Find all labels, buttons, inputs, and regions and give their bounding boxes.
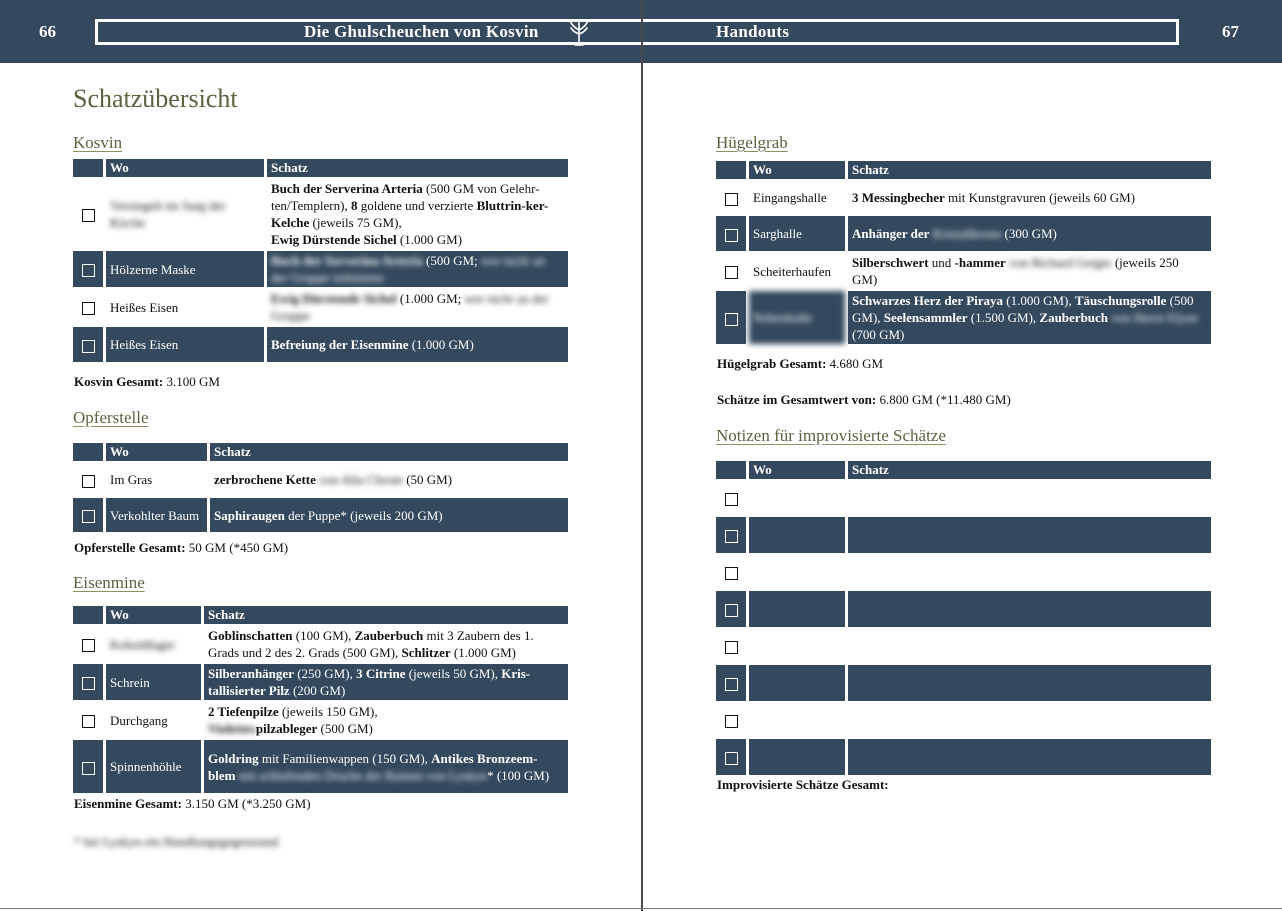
page-spine <box>641 0 643 911</box>
where-cell: Im Gras <box>110 472 153 487</box>
table-row <box>716 629 1211 663</box>
col-treasure: Schatz <box>210 443 568 461</box>
checkbox-cell <box>73 179 103 249</box>
treasure-cell: 3 Messingbecher mit Kunstgravuren (jeweils 60 GM) <box>852 190 1136 205</box>
where-cell: Eingangshalle <box>753 190 827 205</box>
table-row <box>73 179 568 249</box>
treasure-cell[interactable] <box>848 555 1211 589</box>
checkbox[interactable] <box>82 715 95 728</box>
treasure-cell[interactable] <box>848 629 1211 663</box>
table-row <box>73 626 568 662</box>
checkbox-cell <box>73 463 103 496</box>
treasure-cell: Ewig Dürstende Sichel (1.000 GM; wer nicht an der Gruppe <box>271 291 549 323</box>
table-row <box>716 665 1211 701</box>
table-row <box>716 739 1211 775</box>
checkbox[interactable] <box>725 530 738 543</box>
table-huegelgrab <box>713 159 1214 346</box>
treasure-cell[interactable] <box>848 517 1211 553</box>
footnote: * bei Lyskyn ein Handlungsgegenstand <box>74 834 279 849</box>
table-row <box>73 664 568 700</box>
checkbox[interactable] <box>82 762 95 775</box>
table-eisenmine <box>70 604 571 795</box>
treasure-cell: Goldring mit Familienwappen (150 GM), Antikes Bronzeem-blem mit schlafenden Drache der Ruinen von Lyskyn* (100 GM) <box>204 740 568 793</box>
table-notes <box>713 459 1214 777</box>
where-cell[interactable] <box>749 703 845 737</box>
left-page-number: 66 <box>39 22 56 41</box>
treasure-cell: Buch der Serverina Arteria (500 GM; wer nicht an der Gruppe teilnimmt <box>267 251 568 287</box>
col-treasure: Schatz <box>848 461 1211 479</box>
checkbox[interactable] <box>82 302 95 315</box>
checkbox[interactable] <box>82 340 95 353</box>
checkbox-cell <box>716 181 746 214</box>
where-cell: Scheiterhaufen <box>753 263 831 279</box>
title-frame <box>95 19 1179 45</box>
checkbox-cell <box>716 216 746 251</box>
checkbox[interactable] <box>725 193 738 206</box>
table-opferstelle <box>70 441 571 534</box>
checkbox-cell <box>73 664 103 700</box>
treasure-cell[interactable] <box>848 739 1211 775</box>
checkbox[interactable] <box>725 313 738 326</box>
checkbox-cell <box>716 555 746 589</box>
col-checkbox <box>73 606 103 624</box>
treasure-cell: Silberschwert und -hammer von Richard Geiger (jeweils 250 GM) <box>852 255 1179 287</box>
table-row <box>73 463 568 496</box>
checkbox[interactable] <box>725 266 738 279</box>
table-row <box>73 702 568 738</box>
where-cell: Durchgang <box>110 712 168 728</box>
where-cell: Verkohlter Baum <box>106 498 207 532</box>
grand-total: Schätze im Gesamtwert von: 6.800 GM (*11.480 GM) <box>717 392 1011 407</box>
table-row <box>73 289 568 325</box>
table-row <box>716 481 1211 515</box>
total-huegelgrab: Hügelgrab Gesamt: 4.680 GM <box>717 356 884 371</box>
checkbox[interactable] <box>725 715 738 728</box>
page-bottom-edge <box>0 908 1282 909</box>
checkbox[interactable] <box>725 678 738 691</box>
col-where: Wo <box>106 159 264 177</box>
where-cell[interactable] <box>749 555 845 589</box>
checkbox[interactable] <box>82 475 95 488</box>
table-row <box>716 253 1211 289</box>
tree-emblem-icon <box>566 18 592 46</box>
checkbox-cell <box>716 739 746 775</box>
col-checkbox <box>73 159 103 177</box>
right-page-number: 67 <box>1222 22 1239 41</box>
treasure-cell: zerbrochene Kette von Alia Chrom (50 GM) <box>214 472 453 487</box>
total-eisenmine: Eisenmine Gesamt: 3.150 GM (*3.250 GM) <box>74 796 311 811</box>
where-cell: Versiegelt im Sarg der Kirche <box>110 198 226 230</box>
where-cell[interactable] <box>749 517 845 553</box>
table-row <box>716 291 1211 344</box>
heading-opferstelle: Opferstelle <box>73 408 149 427</box>
col-checkbox <box>716 461 746 479</box>
col-treasure: Schatz <box>267 159 568 177</box>
heading-kosvin: Kosvin <box>73 133 123 152</box>
table-row <box>73 498 568 532</box>
total-notes: Improvisierte Schätze Gesamt: <box>717 777 889 792</box>
checkbox-cell <box>73 740 103 793</box>
checkbox[interactable] <box>725 229 738 242</box>
table-row <box>716 703 1211 737</box>
table-row <box>73 251 568 287</box>
checkbox-cell <box>73 626 103 662</box>
where-cell: Heißes Eisen <box>110 299 179 315</box>
table-row <box>716 591 1211 627</box>
checkbox[interactable] <box>725 752 738 765</box>
total-kosvin: Kosvin Gesamt: 3.100 GM <box>74 374 220 389</box>
treasure-cell[interactable] <box>848 481 1211 515</box>
treasure-cell: Saphiraugen der Puppe* (jeweils 200 GM) <box>210 498 568 532</box>
treasure-cell: Anhänger der Kristallkrone (300 GM) <box>848 216 1211 251</box>
where-cell: Spinnenhöhle <box>106 740 201 793</box>
checkbox-cell <box>716 253 746 289</box>
treasure-cell: Befreiung der Eisenmine (1.000 GM) <box>267 327 568 362</box>
table-kosvin <box>70 157 571 364</box>
table-row <box>716 181 1211 214</box>
col-where: Wo <box>749 461 845 479</box>
checkbox-cell <box>73 251 103 287</box>
checkbox[interactable] <box>82 264 95 277</box>
treasure-cell: Silberanhänger (250 GM), 3 Citrine (jeweils 50 GM), Kris-tallisierter Pilz (200 GM) <box>204 664 568 700</box>
col-where: Wo <box>106 443 207 461</box>
checkbox-cell <box>716 629 746 663</box>
treasure-cell: Goblinschatten (100 GM), Zauberbuch mit 3 Zaubern des 1. Grads und 2 des 2. Grads (500 GM), Schlitzer (1.000 GM) <box>208 628 534 660</box>
col-checkbox <box>73 443 103 461</box>
checkbox[interactable] <box>82 677 95 690</box>
checkbox[interactable] <box>82 639 95 652</box>
checkbox-cell <box>73 702 103 738</box>
checkbox[interactable] <box>725 493 738 506</box>
where-cell: Koboldlager <box>110 636 175 652</box>
checkbox-cell <box>73 498 103 532</box>
checkbox-cell <box>716 291 746 344</box>
where-cell: Heißes Eisen <box>106 327 264 362</box>
treasure-cell: Buch der Serverina Arteria (500 GM von Gelehr-ten/Templern), 8 goldene und verzierte Bluttrin-ker-Kelche (jeweils 75 GM), Ewig Dürstende Sichel (1.000 GM) <box>271 181 549 247</box>
table-row <box>716 216 1211 251</box>
where-cell: Nebenhalle <box>749 291 845 344</box>
checkbox[interactable] <box>82 510 95 523</box>
col-treasure: Schatz <box>204 606 568 624</box>
right-running-title: Handouts <box>716 22 790 41</box>
checkbox[interactable] <box>82 209 95 222</box>
where-cell: Hölzerne Maske <box>106 251 264 287</box>
checkbox-cell <box>716 481 746 515</box>
heading-notes: Notizen für improvisierte Schätze <box>716 426 946 445</box>
checkbox-cell <box>716 703 746 737</box>
table-row <box>716 555 1211 589</box>
checkbox-cell <box>73 327 103 362</box>
table-row <box>716 517 1211 553</box>
checkbox[interactable] <box>725 567 738 580</box>
table-row <box>73 327 568 362</box>
col-checkbox <box>716 161 746 179</box>
col-where: Wo <box>106 606 201 624</box>
checkbox-cell <box>716 591 746 627</box>
where-cell[interactable] <box>749 481 845 515</box>
heading-eisenmine: Eisenmine <box>73 573 145 592</box>
where-cell[interactable] <box>749 739 845 775</box>
checkbox-cell <box>73 289 103 325</box>
treasure-cell[interactable] <box>848 703 1211 737</box>
where-cell[interactable] <box>749 665 845 701</box>
left-running-title: Die Ghulscheuchen von Kosvin <box>304 22 539 41</box>
total-opferstelle: Opferstelle Gesamt: 50 GM (*450 GM) <box>74 540 289 555</box>
table-row <box>73 740 568 793</box>
page-title: Schatzübersicht <box>73 84 238 113</box>
heading-huegelgrab: Hügelgrab <box>716 133 788 152</box>
col-where: Wo <box>749 161 845 179</box>
checkbox[interactable] <box>725 604 738 617</box>
treasure-cell[interactable] <box>848 591 1211 627</box>
where-cell: Schrein <box>106 664 201 700</box>
where-cell[interactable] <box>749 629 845 663</box>
where-cell[interactable] <box>749 591 845 627</box>
checkbox[interactable] <box>725 641 738 654</box>
where-cell: Sarghalle <box>749 216 845 251</box>
treasure-cell: 2 Tiefenpilze (jeweils 150 GM), Violettespilzableger (500 GM) <box>208 704 378 736</box>
checkbox-cell <box>716 517 746 553</box>
col-treasure: Schatz <box>848 161 1211 179</box>
treasure-cell: Schwarzes Herz der Piraya (1.000 GM), Täuschungsrolle (500 GM), Seelensammler (1.500 GM), Zauberbuch von Herrn Elyen (700 GM) <box>848 291 1211 344</box>
checkbox-cell <box>716 665 746 701</box>
treasure-cell[interactable] <box>848 665 1211 701</box>
